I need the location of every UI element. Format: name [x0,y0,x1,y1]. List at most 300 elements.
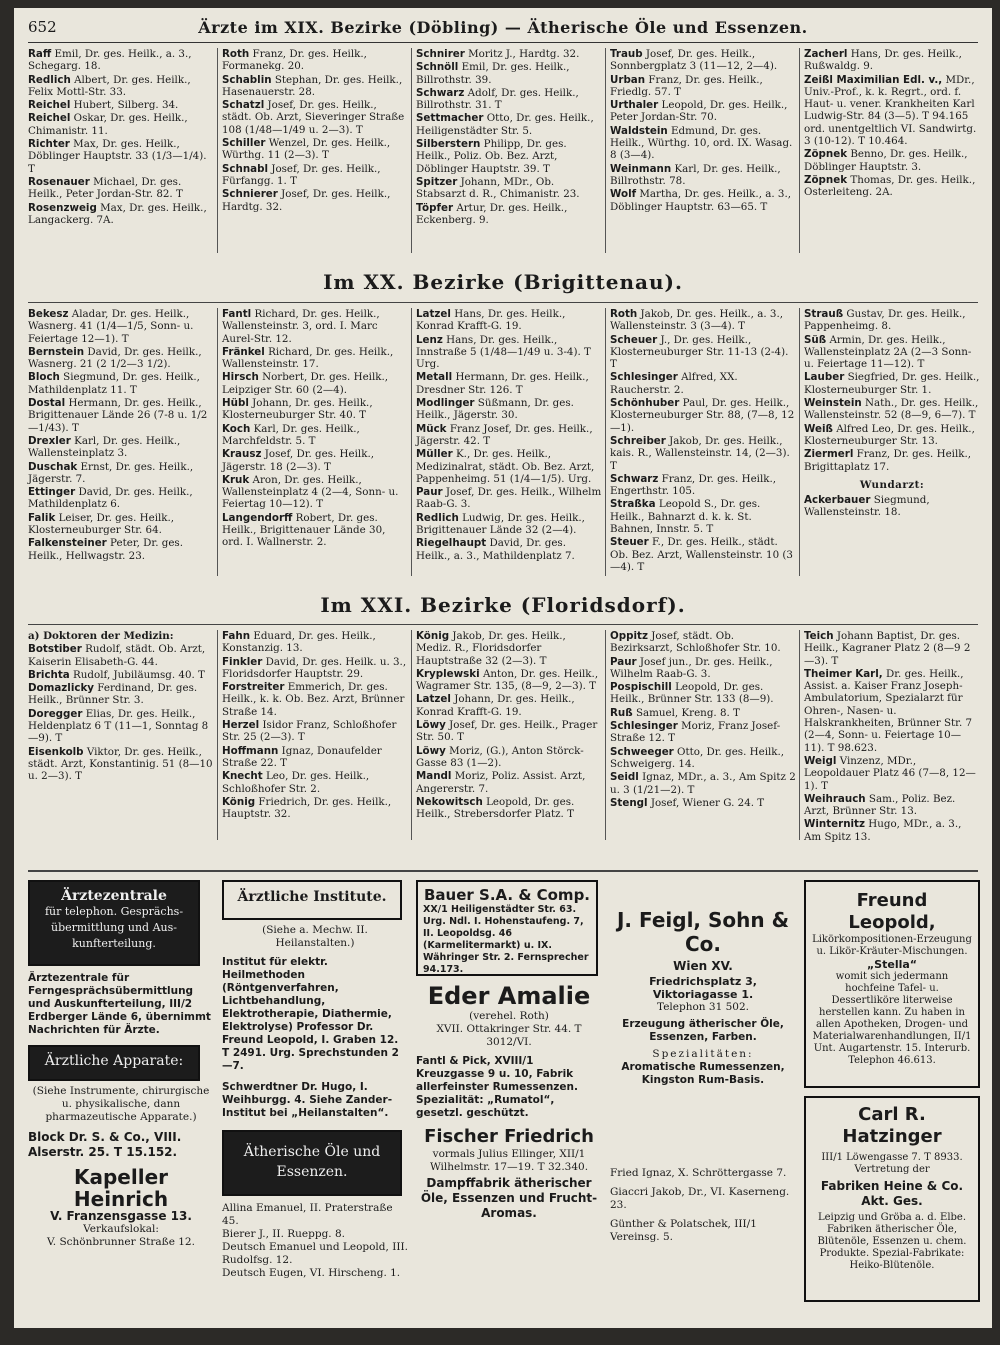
ads-col-5 [804,880,980,1302]
directory-entry [28,112,214,137]
entry-details: Josef, Dr. ges. Heilk., städt. Ob. Arzt, Sieveringer Straße 108 (1/48—1/49 u. 2—3). T [222,99,405,136]
entry-details: Max, Dr. ges. Heilk., Langackerg. 7A. [28,201,207,226]
directory-entry [222,346,408,371]
directory-entry [610,797,796,809]
directory-entry [416,308,602,333]
entry-name: Schablin [222,73,272,86]
directory-entry [610,48,796,73]
entry-name: Reichel [28,99,71,112]
entry-name: Rosenauer [28,175,90,188]
directory-entry [416,770,602,795]
ad-line: Ärztliche Institute. [237,889,387,905]
oele-box [222,1130,402,1196]
entry-details: Alfred, XX. Raucherstr. 2. [610,371,738,396]
entry-details: Emil, Dr. ges. Heilk., a. 3., Schegarg. 18. [28,48,192,73]
ad-line: Ätherische Öle und [243,1144,381,1160]
aerztezentrale-box [28,880,200,966]
entry-details: Karl, Dr. ges. Heilk., Billrothstr. 78. [610,162,781,187]
directory-entry [416,61,602,86]
entry-name: Zeißl Maximilian Edl. v., [804,73,943,86]
entry-details: Norbert, Dr. ges. Heilk., Leipziger Str. 60 (2—4). [222,371,389,396]
directory-entry [28,138,214,175]
directory-entry [610,473,796,498]
column-divider [217,308,218,576]
entry-details: David, Dr. ges. Heilk. u. 3., Floridsdorfer Hauptstr. 29. [222,655,407,680]
section-heading-xxi: Im XXI. Bezirke (Floridsdorf). [320,593,686,617]
entry-name: Schreiber [610,434,666,447]
section-rule [28,624,978,625]
s20-col-5-list [804,308,980,473]
schwerdtner-entry: Schwerdtner Dr. Hugo, I. Weihburgg. 4. Siehe Zander-Institut bei „Heilanstalten“. [222,1081,393,1119]
column-divider [605,48,606,253]
entry-details: Hubert, Silberg. 34. [73,99,179,112]
entry-name: König [416,630,450,642]
directory-entry [28,308,214,345]
entry-details: Josef, Dr. ges. Heilk., Hardtg. 32. [222,188,391,213]
entry-name: Langendorff [222,511,293,524]
directory-entry [222,474,408,511]
directory-entry [28,746,214,783]
entry-details: Aron, Dr. ges. Heilk., Wallensteinplatz 4 (2—4, Sonn- u. Feiertag 10—12). T [222,473,399,511]
entry-name: Schnirer [416,48,465,60]
entry-name: Schnierer [222,188,278,201]
directory-entry [222,163,408,188]
s20-col-3 [416,308,602,563]
directory-entry [28,512,214,537]
entry-name: Löwy [416,744,446,757]
entry-name: Schlesinger [610,371,678,384]
s21-col-1 [28,630,214,784]
directory-entry [222,397,408,422]
feigl-prod: Erzeugung ätherischer Öle, Essenzen, Farben. [622,1018,784,1043]
entry-name: Schatzl [222,99,265,112]
freund-name: Freund Leopold, [848,890,936,933]
entry-details: Josef, Dr. ges. Heilk., Fürfangg. 1. T [222,162,381,187]
entry-details: David, Dr. ges. Heilk., Wasnerg. 21 (2 1/2—3 1/2). [28,345,202,371]
directory-entry [610,771,796,796]
eder-sub: (verehel. Roth) [469,1010,549,1022]
s20-col-4 [610,308,796,574]
directory-entry [416,112,602,137]
directory-entry [610,656,796,681]
entry-details: Josef, Dr. ges. Heilk., Prager Str. 50. T [416,719,598,744]
entry-details: Emmerich, Dr. ges. Heilk., k. k. Ob. Bez. Arzt, Brünner Straße 14. [222,681,405,718]
directory-entry [416,745,602,770]
entry-details: Jakob, Dr. ges. Heilk., Mediz. R., Floridsdorfer Hauptstraße 32 (2—3). T [416,630,566,667]
s19-col-5 [804,48,980,200]
entry-name: Koch [222,422,251,435]
entry-details: Elias, Dr. ges. Heilk., Heldenplatz 6 T (11—1, Sonntag 8—9). T [28,707,209,745]
entry-name: Redlich [28,73,71,86]
entry-name: Latzel [416,308,451,320]
directory-entry [222,448,408,473]
directory-page [14,8,992,1328]
directory-entry [222,48,408,73]
s21-col-5 [804,630,980,844]
directory-entry [804,494,980,519]
entry-details: Franz, Dr. ges. Heilk., Formanekg. 20. [222,48,367,73]
directory-entry [416,138,602,175]
entry-details: Franz Josef, Dr. ges. Heilk., Jägerstr. 42. T [416,422,593,447]
entry-details: Benno, Dr. ges. Heilk., Döblinger Hauptstr. 3. [804,148,968,173]
entry-details: Samuel, Kreng. 8. T [635,706,740,719]
directory-entry [416,796,602,821]
entry-details: Eduard, Dr. ges. Heilk., Konstanzig. 13. [222,630,376,655]
entry-name: Strauß [804,308,844,320]
entry-name: Metall [416,371,453,384]
wundarzt-list [804,494,980,519]
entry-details: Robert, Dr. ges. Heilk., Brigittenauer Lände 30, ord. I. Wallnerstr. 2. [222,511,386,549]
entry-details: Franz, Dr. ges. Heilk., Brigittaplatz 17. [804,448,972,473]
entry-details: Peter, Dr. ges. Heilk., Hellwagstr. 23. [28,537,183,562]
directory-entry [416,423,602,448]
directory-entry [28,99,214,111]
directory-entry [28,682,214,707]
freund-stella: „Stella“ [866,958,918,971]
s21-col-1-list [28,643,214,782]
directory-entry [416,48,602,60]
directory-entry [222,371,408,396]
eder-addr: XVII. Ottakringer Str. 44. T 3012/VI. [436,1023,582,1048]
entry-details: Siegfried, Dr. ges. Heilk., Klosterneuburger Str. 1. [804,371,980,396]
section-rule [28,302,978,303]
entry-details: Karl, Dr. ges. Heilk., Wallensteinplatz 3. [28,434,181,460]
entry-name: Doregger [28,707,83,720]
entry-name: Rosenzweig [28,201,97,214]
feigl-spec: Spezialitäten: [652,1048,754,1060]
entry-name: Riegelhaupt [416,537,487,550]
directory-entry [610,99,796,124]
directory-entry [804,334,980,371]
directory-entry [610,74,796,99]
entry-details: Anton, Dr. ges. Heilk., Wagramer Str. 135, (8—9, 2—3). T [416,667,599,693]
entry-name: Reichel [28,112,71,125]
entry-details: David, Dr. ges. Heilk., a. 3., Mathildenplatz 7. [416,537,575,562]
entry-name: Winternitz [804,818,865,831]
entry-details: Leo, Dr. ges. Heilk., Schloßhofer Str. 2. [222,770,370,795]
entry-name: Schiller [222,137,266,150]
directory-entry [28,708,214,745]
apparate-box [28,1045,200,1081]
ad-line: Essenzen. [276,1164,348,1180]
directory-entry [28,537,214,562]
deutsch-entry: Deutsch Emanuel und Leopold, III. Rudolfsg. 12. [222,1241,408,1266]
entry-name: Richter [28,138,70,151]
giaccri-entry: Giaccri Jakob, Dr., VI. Kaserneng. 23. [610,1186,790,1211]
entry-details: Johann, MDr., Ob. Stabsarzt d. R., Chimanistr. 23. [416,175,580,201]
kapeller-sub2: V. Schönbrunner Straße 12. [47,1236,195,1248]
directory-entry [28,669,214,681]
directory-entry [416,87,602,112]
entry-name: Zacherl [804,48,848,60]
sub-heading: a) Doktoren der Medizin: [28,630,174,642]
directory-entry [416,371,602,396]
entry-details: Isidor Franz, Schloßhofer Str. 25 (2—3). T [222,719,397,744]
entry-details: Richard, Dr. ges. Heilk., Wallensteinstr. 17. [222,345,394,371]
entry-name: Bernstein [28,345,85,358]
entry-name: Ettinger [28,486,76,499]
entry-details: Stephan, Dr. ges. Heilk., Hasenauerstr. 28. [222,73,403,98]
entry-details: Adolf, Dr. ges. Heilk., Billrothstr. 31. T [416,86,579,112]
bauer-name: Bauer S.A. & Comp. [423,886,591,904]
entry-details: Rudolf, städt. Ob. Arzt, Kaiserin Elisabeth-G. 44. [28,643,206,668]
institute-box [222,880,402,920]
directory-entry [804,793,980,818]
entry-name: Waldstein [610,124,668,137]
entry-name: Zöpnek [804,148,848,161]
directory-entry [610,308,796,333]
directory-entry [222,745,408,770]
directory-entry [610,163,796,188]
entry-name: Ziermerl [804,448,854,461]
entry-details: Hermann, Dr. ges. Heilk., Dresdner Str. 126. T [416,371,589,396]
entry-details: J., Dr. ges. Heilk., Klosterneuburger Str. 11-13 (2-4). T [610,333,789,371]
entry-details: Otto, Dr. ges. Heilk., Schweigerg. 14. [610,745,785,770]
page-number: 652 [28,18,57,36]
entry-details: Jakob, Dr. ges. Heilk., kais. R., Wallensteinstr. 14, (2—3). T [610,434,790,472]
ads-col-2 [222,880,408,1280]
bierer-entry: Bierer J., II. Rueppg. 8. [222,1228,345,1240]
entry-name: Süß [804,333,827,346]
directory-entry [222,656,408,681]
directory-entry [28,346,214,371]
entry-name: Oppitz [610,630,648,642]
carl-text2: Leipzig und Gröba a. d. Elbe. Fabriken ätherischer Öle, Blütenöle, Essenzen u. chem. Produkte. Spezial-Fabrikate: Heiko-Blütenöle. [817,1212,967,1271]
s19-col-3 [416,48,602,227]
directory-entry [416,512,602,537]
entry-name: Schweeger [610,745,674,758]
entry-name: Weigl [804,754,837,767]
entry-details: Viktor, Dr. ges. Heilk., städt. Arzt, Konstantinig. 51 (8—10 u. 2—3). T [28,745,213,783]
directory-entry [416,202,602,227]
directory-entry [610,746,796,771]
freund-box [804,880,980,1088]
entry-details: Gustav, Dr. ges. Heilk., Pappenheimg. 8. [804,308,966,333]
entry-name: Scheuer [610,333,658,346]
column-divider [799,48,800,253]
directory-entry [28,371,214,396]
directory-entry [222,512,408,549]
directory-entry [610,630,796,655]
entry-name: Fahn [222,630,251,642]
directory-entry [222,719,408,744]
entry-details: Ernst, Dr. ges. Heilk., Jägerstr. 7. [28,460,194,485]
entry-details: Oskar, Dr. ges. Heilk., Chimanistr. 11. [28,112,188,137]
entry-details: Wenzel, Dr. ges. Heilk., Würthg. 11 (2—3). T [222,137,391,162]
entry-details: Jakob, Dr. ges. Heilk., a. 3., Wallensteinstr. 3 (3—4). T [610,308,783,333]
directory-entry [804,308,980,333]
entry-details: Richard, Dr. ges. Heilk., Wallensteinstr. 3, ord. I. Marc Aurel-Str. 12. [222,308,380,345]
s20-col-1 [28,308,214,563]
entry-name: Roth [222,48,250,60]
apparate-text: (Siehe Instrumente, chirurgische u. physikalische, dann pharmazeutische Apparate.) [32,1085,210,1123]
institute-entry: Institut für elektr. Heilmethoden (Röntgenverfahren, Lichtbehandlung, Elektrotherapie, Diathermie, Elektrolyse) Professor Dr. Freund Leopold, I. Graben 12. T 2491. Urg. Sprechstunden 2—7. [222,956,399,1072]
directory-entry [804,668,980,754]
entry-name: Weihrauch [804,792,866,805]
directory-entry [28,74,214,99]
entry-details: Nath., Dr. ges. Heilk., Wallensteinstr. 52 (8—9, 6—7). T [804,397,979,422]
kapeller-name: Kapeller Heinrich [73,1165,169,1211]
directory-entry [416,448,602,485]
entry-name: Raff [28,48,52,60]
entry-name: Mück [416,422,447,435]
entry-name: Löwy [416,719,446,732]
directory-entry [416,176,602,201]
entry-name: Schnöll [416,61,459,74]
entry-name: Lenz [416,333,443,346]
directory-entry [804,755,980,792]
directory-entry [222,681,408,718]
entry-name: Nekowitsch [416,795,483,808]
entry-name: Pospischill [610,681,672,694]
entry-details: Max, Dr. ges. Heilk., Döblinger Hauptstr. 33 (1/3—1/4). T [28,138,207,175]
entry-details: Vinzenz, MDr., Leopoldauer Platz 46 (7—8, 12—1). T [804,754,976,792]
directory-entry [804,630,980,667]
column-divider [799,308,800,576]
directory-entry [804,818,980,843]
entry-name: Bloch [28,371,60,384]
entry-name: Ackerbauer [804,494,871,507]
s19-col-1 [28,48,214,227]
directory-entry [222,796,408,821]
ads-col-3 [416,880,602,1221]
entry-details: Josef jun., Dr. ges. Heilk., Wilhelm Raab-G. 3. [610,655,773,680]
entry-details: Moritz J., Hardtg. 32. [468,48,580,60]
carl-text: III/1 Löwengasse 7. T 8933. Vertretung der [821,1152,963,1175]
entry-name: Fränkel [222,345,265,358]
entry-name: Spitzer [416,175,458,188]
entry-details: Moriz, Poliz. Assist. Arzt, Angererstr. 7. [416,770,586,795]
entry-name: Forstreiter [222,681,285,694]
entry-details: Leopold, Dr. ges. Heilk., Brünner Str. 133 (8—9). [610,681,774,706]
entry-name: Müller [416,448,453,461]
entry-name: Settmacher [416,112,484,125]
s21-col-2 [222,630,408,821]
directory-entry [804,371,980,396]
directory-entry [804,148,980,173]
directory-entry [610,397,796,434]
entry-name: Knecht [222,770,263,783]
entry-name: Weinmann [610,162,672,175]
directory-entry [416,668,602,693]
entry-details: Rudolf, Jubiläumsg. 40. T [73,668,205,681]
eder-name: Eder Amalie [427,982,591,1010]
entry-name: König [222,795,256,808]
entry-name: Hoffmann [222,744,279,757]
entry-details: Artur, Dr. ges. Heilk., Eckenberg. 9. [416,201,568,226]
ad-line: Ärztezentrale [61,888,167,904]
entry-details: Leopold, Dr. ges. Heilk., Strebersdorfer Platz. T [416,795,575,821]
entry-details: Josef, Dr. ges. Heilk., Sonnbergplatz 3 (11—12, 2—4). [610,48,778,73]
fried-entry: Fried Ignaz, X. Schröttergasse 7. [610,1167,787,1179]
directory-entry [222,99,408,136]
entry-name: Zöpnek [804,173,848,186]
entry-name: Latzel [416,693,451,706]
entry-name: Kryplewski [416,667,480,680]
directory-entry [222,630,408,655]
directory-entry [416,630,602,667]
directory-entry [416,486,602,511]
section-heading-xx: Im XX. Bezirke (Brigittenau). [323,270,683,294]
entry-name: Finkler [222,655,263,668]
directory-entry [804,174,980,199]
entry-details: Otto, Dr. ges. Heilk., Heiligenstädter Str. 5. [416,112,594,137]
directory-entry [804,448,980,473]
entry-name: Drexler [28,434,71,447]
entry-name: Weiß [804,422,833,435]
institute-text: (Siehe a. Mechw. II. Heilanstalten.) [262,924,368,949]
entry-name: Falkensteiner [28,537,107,550]
entry-details: Siegmund, Dr. ges. Heilk., Mathildenplatz 11. T [28,371,200,396]
block-entry: Block Dr. S. & Co., VIII. Alserstr. 25. T 15.152. [28,1130,182,1159]
bauer-text: XX/1 Heiligenstädter Str. 63. Urg. Ndl. I. Hohenstaufeng. 7, II. Leopoldsg. 46 (Karmelitermarkt) u. IX. Währinger Str. 2. Fernsprecher 94.173. [423,904,589,975]
entry-name: Urban [610,73,646,86]
ad-line: kunfterteilung. [72,937,156,950]
directory-entry [222,137,408,162]
entry-name: Modlinger [416,397,475,410]
entry-name: Botstiber [28,643,82,656]
directory-entry [28,435,214,460]
entry-details: Leopold, Dr. ges. Heilk., Peter Jordan-Str. 70. [610,99,788,124]
directory-entry [610,125,796,162]
directory-entry [28,461,214,486]
entry-details: Franz, Dr. ges. Heilk., Friedlg. 57. T [610,73,763,98]
directory-entry [804,423,980,448]
entry-name: Redlich [416,511,459,524]
guenther-entry: Günther & Polatschek, III/1 Vereinsg. 5. [610,1218,757,1243]
feigl-spec2: Aromatische Rumessenzen, Kingston Rum-Basis. [621,1061,785,1086]
wundarzt-heading: Wundarzt: [859,478,925,491]
entry-details: Ludwig, Dr. ges. Heilk., Brigittenauer Lände 32 (2—4). [416,511,585,537]
directory-entry [416,719,602,744]
entry-details: Süßmann, Dr. ges. Heilk., Jägerstr. 30. [416,397,574,422]
entry-details: K., Dr. ges. Heilk., Medizinalrat, städt. Ob. Bez. Arzt, Pappenheimg. 51 (1/4—1/5). Urg. [416,448,595,485]
entry-name: Domazlicky [28,682,95,695]
entry-details: Josef, städt. Ob. Bezirksarzt, Schloßhofer Str. 10. [610,630,781,655]
entry-details: Leiser, Dr. ges. Heilk., Klosterneuburger Str. 64. [28,511,175,537]
aerztezentrale-text: Ärztezentrale für Ferngesprächsübermittlung und Auskunfterteilung, III/2 Erdberger Lände 6, übernimmt Nachrichten für Ärzte. [28,972,211,1036]
directory-entry [804,397,980,422]
s21-col-3 [416,630,602,821]
entry-name: Krausz [222,448,262,461]
entry-details: Franz, Dr. ges. Heilk., Engerthstr. 105. [610,472,777,498]
carl-name: Carl R. Hatzinger [842,1104,942,1147]
directory-entry [610,681,796,706]
ad-line: übermittlung und Aus- [50,921,177,934]
entry-name: Schwarz [610,472,659,485]
entry-details: Emil, Dr. ges. Heilk., Billrothstr. 39. [416,61,570,86]
entry-details: Johann, Dr. ges. Heilk., Konrad Krafft-G. 19. [416,693,575,718]
directory-entry [804,48,980,73]
entry-name: Steuer [610,536,649,549]
entry-details: Moriz, Franz Josef-Straße 12. T [610,720,781,745]
directory-entry [610,435,796,472]
directory-entry [416,397,602,422]
deutsch-entry: Deutsch Eugen, VI. Hirscheng. 1. [222,1267,401,1279]
directory-entry [222,188,408,213]
entry-name: Dostal [28,397,66,410]
entry-details: Aladar, Dr. ges. Heilk., Wasnerg. 41 (1/4—1/5, Sonn- u. Feiertage 12—1). T [28,308,194,345]
entry-name: Fantl [222,308,252,320]
entry-name: Hübl [222,397,249,410]
freund-text2: womit sich jedermann hochfeine Tafel- u. Dessertliköre literweise herstellen kann. Zu haben in allen Apotheken, Drogen- und Materialwarenhandlungen, II/1 Unt. Augartenstr. 15. Interurb. Telephon 46.613. [812,971,972,1066]
directory-entry [416,334,602,371]
entry-details: Edmund, Dr. ges. Heilk., Würthg. 10, ord. IX. Wasag. 8 (3—4). [610,124,793,162]
freund-text: Likörkompositionen-Erzeugung u. Likör-Kräuter-Mischungen. [812,934,972,957]
feigl-addr: Friedrichsplatz 3, Viktoriagasse 1. [649,975,757,1001]
entry-details: Ferdinand, Dr. ges. Heilk., Brünner Str. 3. [28,682,198,707]
hatzinger-box [804,1096,980,1302]
